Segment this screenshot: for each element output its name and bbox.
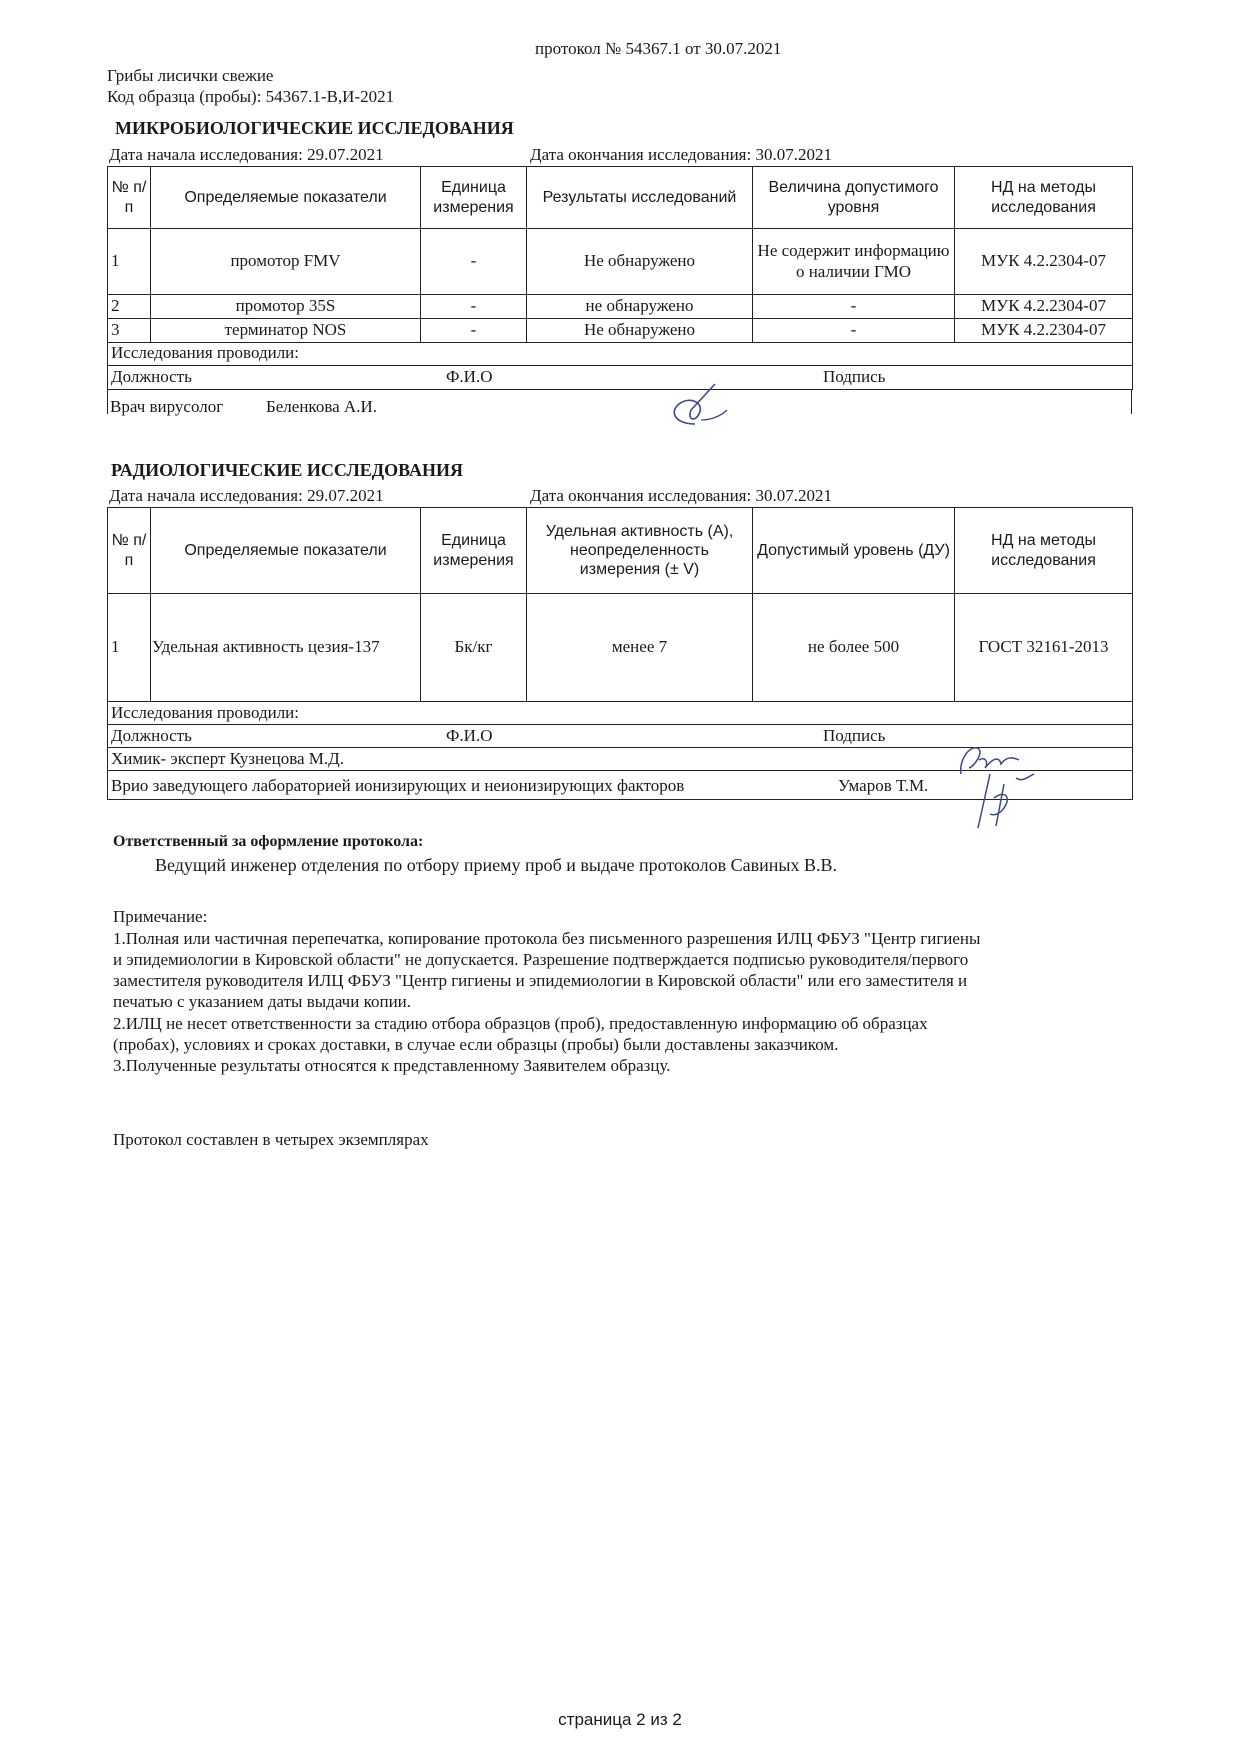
micro-conducted-row xyxy=(107,342,1133,366)
table-row xyxy=(108,229,1133,295)
note-line: (пробах), условиях и сроках доставки, в случае если образцы (пробы) были доставлены заказчиком. xyxy=(113,1035,839,1054)
micro-staff-header-row xyxy=(107,366,1133,390)
row-limit: - xyxy=(753,319,955,343)
table-row xyxy=(108,295,1133,319)
radio-title: РАДИОЛОГИЧЕСКИЕ ИССЛЕДОВАНИЯ xyxy=(111,460,464,480)
row-number: 2 xyxy=(108,295,151,319)
col-unit: Единица измерения xyxy=(421,508,527,594)
radio-staff2-name: Умаров Т.М. xyxy=(838,776,929,795)
row-indicator: промотор 35S xyxy=(151,295,421,319)
note-line: 2.ИЛЦ не несет ответственности за стадию отбора образцов (проб), предоставленную информацию об образцах xyxy=(113,1014,928,1033)
copies-note: Протокол составлен в четырех экземплярах xyxy=(113,1130,429,1149)
col-number: № п/п xyxy=(108,508,151,594)
row-unit: - xyxy=(421,295,527,319)
radio-start-date: Дата начала исследования: 29.07.2021 xyxy=(109,486,384,505)
micro-table xyxy=(107,166,1133,343)
row-number: 3 xyxy=(108,319,151,343)
row-method: МУК 4.2.2304-07 xyxy=(955,319,1133,343)
micro-signature xyxy=(665,380,735,430)
micro-header-row xyxy=(108,167,1133,229)
page-number: страница 2 из 2 xyxy=(558,1710,682,1729)
row-unit: - xyxy=(421,319,527,343)
note-line: 1.Полная или частичная перепечатка, копирование протокола без письменного разрешения ИЛЦ ФБУЗ "Центр гигиены xyxy=(113,929,981,948)
micro-title: МИКРОБИОЛОГИЧЕСКИЕ ИССЛЕДОВАНИЯ xyxy=(115,118,514,138)
row-indicator: промотор FMV xyxy=(151,229,421,295)
col-limit: Допустимый уровень (ДУ) xyxy=(753,508,955,594)
micro-staff-row-right-border xyxy=(1131,390,1132,414)
row-method: ГОСТ 32161-2013 xyxy=(955,594,1133,702)
radio-table xyxy=(107,507,1133,702)
radio-signature-2 xyxy=(960,770,1040,832)
col-method: НД на методы исследования xyxy=(955,167,1133,229)
row-number: 1 xyxy=(108,594,151,702)
col-indicator: Определяемые показатели xyxy=(151,508,421,594)
row-unit: - xyxy=(421,229,527,295)
protocol-number: протокол № 54367.1 от 30.07.2021 xyxy=(535,39,782,58)
row-indicator: Удельная активность цезия-137 xyxy=(151,594,421,702)
radio-signature-label: Подпись xyxy=(823,726,886,745)
radio-end-date: Дата окончания исследования: 30.07.2021 xyxy=(530,486,832,505)
table-row xyxy=(108,319,1133,343)
col-number: № п/п xyxy=(108,167,151,229)
micro-conducted-label: Исследования проводили: xyxy=(111,343,300,362)
micro-position-label: Должность xyxy=(111,367,192,386)
radio-header-row xyxy=(108,508,1133,594)
notes-title: Примечание: xyxy=(113,907,208,926)
note-line: и эпидемиологии в Кировской области" не допускается. Разрешение подтверждается подписью руководителя/первого xyxy=(113,950,969,969)
row-unit: Бк/кг xyxy=(421,594,527,702)
radio-conducted-row xyxy=(107,702,1133,725)
col-limit: Величина допустимого уровня xyxy=(753,167,955,229)
col-result: Результаты исследований xyxy=(527,167,753,229)
table-row xyxy=(108,594,1133,702)
row-number: 1 xyxy=(108,229,151,295)
col-unit: Единица измерения xyxy=(421,167,527,229)
row-result: не обнаружено xyxy=(527,295,753,319)
micro-fio-label: Ф.И.О xyxy=(446,367,493,386)
col-activity: Удельная активность (А), неопределенность измерения (± V) xyxy=(527,508,753,594)
sample-code: Код образца (пробы): 54367.1-В,И-2021 xyxy=(107,87,395,106)
row-limit: - xyxy=(753,295,955,319)
row-method: МУК 4.2.2304-07 xyxy=(955,295,1133,319)
radio-staff2-role: Врио заведующего лабораторией ионизирующих и неионизирующих факторов xyxy=(111,776,685,795)
col-method: НД на методы исследования xyxy=(955,508,1133,594)
row-method: МУК 4.2.2304-07 xyxy=(955,229,1133,295)
note-line: заместителя руководителя ИЛЦ ФБУЗ "Центр гигиены и эпидемиологии в Кировской области" или его заместителя и xyxy=(113,971,968,990)
radio-conducted-label: Исследования проводили: xyxy=(111,703,300,722)
radio-staff1: Химик- эксперт Кузнецова М.Д. xyxy=(111,749,345,768)
responsible-text: Ведущий инженер отделения по отбору приему проб и выдаче протоколов Савиных В.В. xyxy=(155,855,837,875)
row-limit: не более 500 xyxy=(753,594,955,702)
row-limit: Не содержит информацию о наличии ГМО xyxy=(753,229,955,295)
micro-staff-row-left-border xyxy=(107,390,108,414)
row-activity: менее 7 xyxy=(527,594,753,702)
row-indicator: терминатор NOS xyxy=(151,319,421,343)
micro-staff-role: Врач вирусолог xyxy=(110,397,224,416)
responsible-title: Ответственный за оформление протокола: xyxy=(113,833,424,850)
col-indicator: Определяемые показатели xyxy=(151,167,421,229)
row-result: Не обнаружено xyxy=(527,229,753,295)
note-line: печатью с указанием даты выдачи копии. xyxy=(113,992,412,1011)
radio-position-label: Должность xyxy=(111,726,192,745)
product-name: Грибы лисички свежие xyxy=(107,66,274,85)
note-line: 3.Полученные результаты относятся к представленному Заявителем образцу. xyxy=(113,1056,671,1075)
radio-fio-label: Ф.И.О xyxy=(446,726,493,745)
row-result: Не обнаружено xyxy=(527,319,753,343)
micro-start-date: Дата начала исследования: 29.07.2021 xyxy=(109,145,384,164)
micro-signature-label: Подпись xyxy=(823,367,886,386)
micro-staff-name: Беленкова А.И. xyxy=(266,397,377,416)
micro-end-date: Дата окончания исследования: 30.07.2021 xyxy=(530,145,832,164)
